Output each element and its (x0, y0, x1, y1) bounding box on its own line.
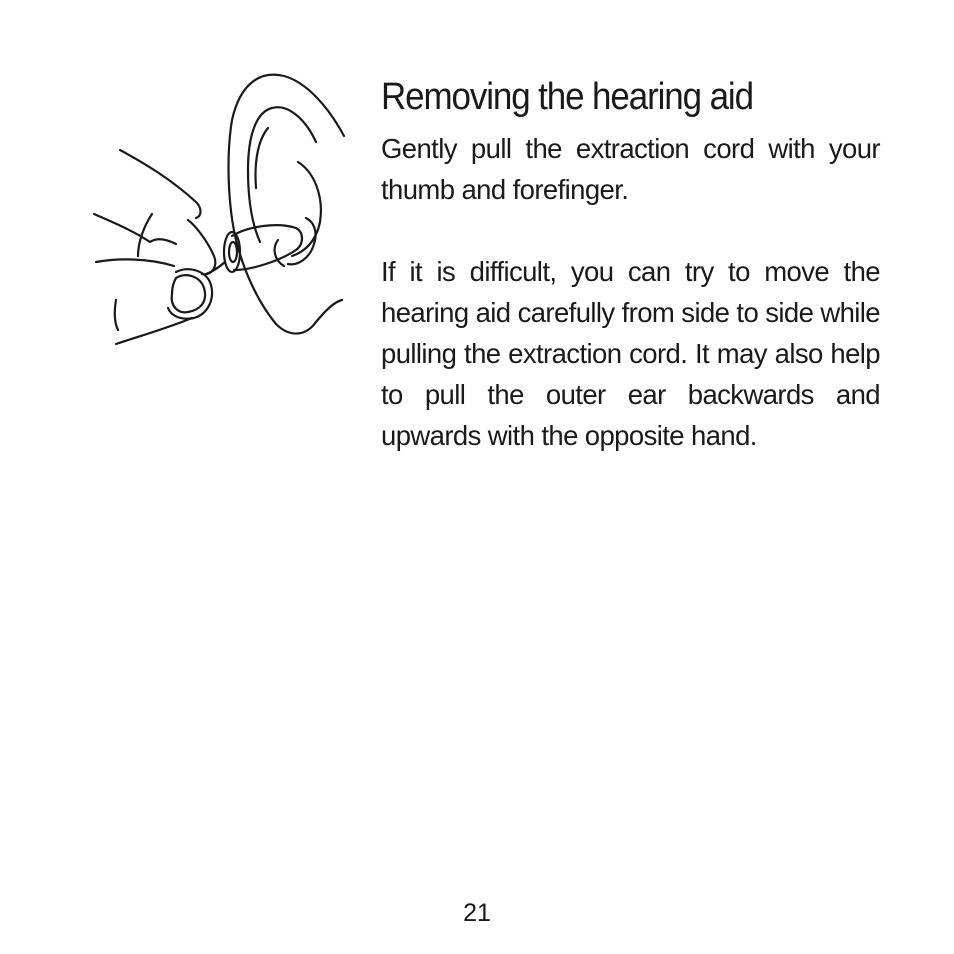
thumb-path (188, 220, 215, 274)
fingernail-path (172, 275, 205, 312)
ear-outline-path (229, 75, 344, 334)
hand-upper-path (120, 150, 201, 218)
instruction-paragraph-2: If it is difficult, you can try to move the hearing aid carefully from side to side while pulling the extraction cord. It may also help to pull the outer ear backwards and upwards with the opposite hand. (381, 256, 880, 451)
instruction-paragraph-1: Gently pull the extraction cord with your thumb and forefinger. (381, 133, 880, 205)
ear-tragus-path (275, 240, 284, 266)
ear-fold-path (292, 162, 321, 256)
hand-lower-path (116, 318, 192, 344)
forefinger-path (94, 214, 176, 244)
hand-removing-hearing-aid-from-ear-icon (92, 66, 348, 352)
page-number: 21 (463, 899, 491, 927)
hand-knuckle-path (96, 259, 174, 266)
ear-antihelix-path (256, 128, 269, 188)
instruction-section (381, 74, 880, 456)
hearing-aid-battery-door-shape (229, 242, 237, 262)
ear-helix-path (248, 107, 316, 242)
section-title: Removing the hearing aid (381, 76, 753, 118)
palm-crease-path (115, 300, 118, 330)
